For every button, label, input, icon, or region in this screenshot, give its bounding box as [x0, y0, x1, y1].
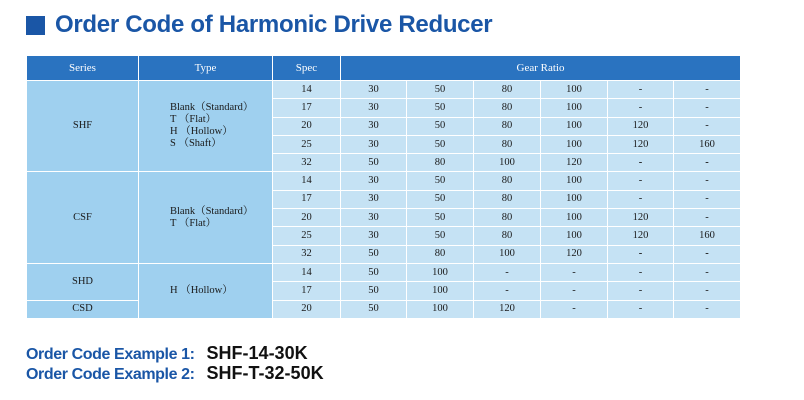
- ratio-cell: 80: [474, 99, 541, 117]
- ratio-cell: 120: [608, 209, 674, 227]
- type-line: H （Hollow）: [170, 284, 233, 296]
- ratio-cell: 30: [341, 190, 407, 208]
- ratio-cell: 80: [407, 154, 474, 172]
- ratio-cell: -: [674, 172, 741, 190]
- ratio-cell: 100: [541, 172, 608, 190]
- ratio-cell: 50: [341, 154, 407, 172]
- header-series: Series: [27, 56, 139, 81]
- ratio-cell: 50: [407, 209, 474, 227]
- order-code-example-2: [26, 363, 324, 384]
- ratio-cell: -: [674, 81, 741, 99]
- type-line: Blank（Standard）: [170, 205, 254, 217]
- spec-cell: 32: [273, 154, 341, 172]
- ratio-cell: -: [674, 117, 741, 135]
- ratio-cell: -: [608, 154, 674, 172]
- ratio-cell: 100: [541, 117, 608, 135]
- series-cell-csd: CSD: [27, 300, 139, 318]
- spec-cell: 14: [273, 81, 341, 99]
- ratio-cell: 100: [407, 300, 474, 318]
- ratio-cell: -: [608, 263, 674, 281]
- spec-cell: 17: [273, 282, 341, 300]
- ratio-cell: -: [674, 99, 741, 117]
- ratio-cell: -: [608, 81, 674, 99]
- ratio-cell: 30: [341, 172, 407, 190]
- ratio-cell: -: [674, 263, 741, 281]
- ratio-cell: 50: [407, 99, 474, 117]
- spec-cell: 20: [273, 300, 341, 318]
- spec-cell: 32: [273, 245, 341, 263]
- spec-cell: 14: [273, 263, 341, 281]
- ratio-cell: 120: [541, 245, 608, 263]
- example-1-label: Order Code Example 1:: [26, 346, 195, 363]
- ratio-cell: 100: [541, 190, 608, 208]
- ratio-cell: -: [674, 300, 741, 318]
- series-cell: CSF: [27, 172, 139, 263]
- order-code-example-1: [26, 343, 308, 364]
- ratio-cell: 50: [341, 263, 407, 281]
- ratio-cell: -: [541, 300, 608, 318]
- ratio-cell: -: [474, 282, 541, 300]
- type-cell: [139, 263, 273, 318]
- ratio-cell: -: [608, 99, 674, 117]
- spec-cell: 25: [273, 135, 341, 153]
- ratio-cell: -: [608, 282, 674, 300]
- ratio-cell: 120: [608, 117, 674, 135]
- ratio-cell: -: [674, 190, 741, 208]
- spec-cell: 17: [273, 190, 341, 208]
- table-row: [27, 263, 741, 281]
- order-code-table: [26, 55, 741, 319]
- table-row: [27, 172, 741, 190]
- ratio-cell: 80: [474, 81, 541, 99]
- series-cell-shd: SHD: [27, 263, 139, 300]
- type-line: H （Hollow）: [170, 126, 233, 138]
- ratio-cell: 100: [407, 263, 474, 281]
- ratio-cell: 80: [407, 245, 474, 263]
- ratio-cell: -: [674, 245, 741, 263]
- type-cell: [139, 81, 273, 172]
- ratio-cell: 50: [341, 245, 407, 263]
- ratio-cell: 50: [341, 300, 407, 318]
- table-body: [27, 81, 741, 319]
- ratio-cell: 80: [474, 190, 541, 208]
- ratio-cell: -: [608, 245, 674, 263]
- ratio-cell: 30: [341, 209, 407, 227]
- ratio-cell: -: [541, 263, 608, 281]
- type-line: S （Shaft）: [170, 138, 222, 150]
- ratio-cell: 30: [341, 227, 407, 245]
- ratio-cell: 50: [341, 282, 407, 300]
- ratio-cell: 100: [541, 81, 608, 99]
- ratio-cell: 80: [474, 135, 541, 153]
- header-gear-ratio: Gear Ratio: [341, 56, 741, 81]
- ratio-cell: 30: [341, 81, 407, 99]
- example-1-code: SHF-14-30K: [206, 343, 308, 363]
- ratio-cell: 30: [341, 99, 407, 117]
- ratio-cell: -: [674, 282, 741, 300]
- ratio-cell: -: [674, 154, 741, 172]
- ratio-cell: -: [608, 172, 674, 190]
- spec-cell: 25: [273, 227, 341, 245]
- spec-cell: 17: [273, 99, 341, 117]
- table-row: [27, 300, 741, 318]
- table-header-row: [27, 56, 741, 81]
- ratio-cell: 100: [541, 99, 608, 117]
- ratio-cell: 120: [608, 135, 674, 153]
- ratio-cell: 30: [341, 135, 407, 153]
- ratio-cell: 50: [407, 135, 474, 153]
- header-type: Type: [139, 56, 273, 81]
- ratio-cell: 50: [407, 227, 474, 245]
- ratio-cell: 100: [541, 227, 608, 245]
- ratio-cell: 120: [608, 227, 674, 245]
- ratio-cell: 50: [407, 81, 474, 99]
- ratio-cell: -: [474, 263, 541, 281]
- ratio-cell: 100: [474, 154, 541, 172]
- title-square-icon: [26, 16, 45, 35]
- ratio-cell: 100: [541, 209, 608, 227]
- type-line: T （Flat）: [170, 217, 217, 229]
- ratio-cell: 50: [407, 190, 474, 208]
- ratio-cell: -: [541, 282, 608, 300]
- ratio-cell: 120: [474, 300, 541, 318]
- header-spec: Spec: [273, 56, 341, 81]
- title-bar: [26, 10, 492, 40]
- type-cell: [139, 172, 273, 263]
- spec-cell: 14: [273, 172, 341, 190]
- ratio-cell: 160: [674, 227, 741, 245]
- ratio-cell: 80: [474, 172, 541, 190]
- ratio-cell: 80: [474, 227, 541, 245]
- ratio-cell: 100: [407, 282, 474, 300]
- example-2-code: SHF-T-32-50K: [206, 363, 324, 383]
- spec-cell: 20: [273, 117, 341, 135]
- ratio-cell: 50: [407, 172, 474, 190]
- ratio-cell: 100: [474, 245, 541, 263]
- ratio-cell: 100: [541, 135, 608, 153]
- ratio-cell: 80: [474, 117, 541, 135]
- page-title: Order Code of Harmonic Drive Reducer: [55, 11, 493, 38]
- type-line: Blank（Standard）: [170, 102, 254, 114]
- ratio-cell: 50: [407, 117, 474, 135]
- ratio-cell: -: [674, 209, 741, 227]
- type-line: T （Flat）: [170, 114, 217, 126]
- spec-cell: 20: [273, 209, 341, 227]
- ratio-cell: 120: [541, 154, 608, 172]
- ratio-cell: 160: [674, 135, 741, 153]
- series-cell: SHF: [27, 81, 139, 172]
- ratio-cell: -: [608, 300, 674, 318]
- ratio-cell: -: [608, 190, 674, 208]
- ratio-cell: 80: [474, 209, 541, 227]
- table-row: [27, 81, 741, 99]
- ratio-cell: 30: [341, 117, 407, 135]
- example-2-label: Order Code Example 2:: [26, 366, 195, 383]
